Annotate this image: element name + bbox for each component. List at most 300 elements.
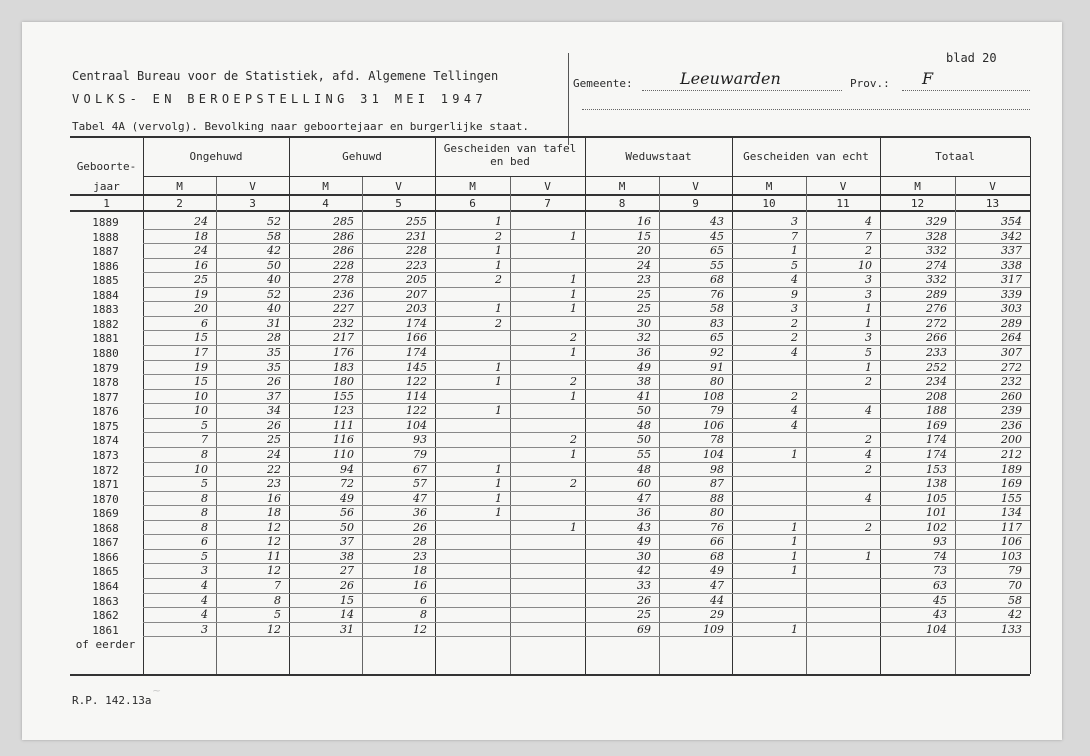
table-cell: 83 (710, 316, 724, 330)
table-cell: 50 (340, 520, 354, 534)
table-cell: 1 (495, 215, 502, 228)
row-year: 1873 (92, 448, 119, 462)
table-cell: 24 (194, 215, 208, 228)
table-cell: 79 (413, 447, 427, 461)
table-cell: 217 (333, 331, 354, 345)
table-cell: 52 (267, 287, 281, 301)
table-cell: 66 (710, 535, 724, 549)
table-cell: 65 (710, 244, 724, 258)
column-number: 10 (762, 197, 776, 210)
table-cell: 123 (333, 404, 354, 418)
table-cell: 43 (933, 608, 947, 622)
table-cell: 38 (637, 375, 651, 389)
table-cell: 16 (194, 258, 208, 272)
census-title: VOLKS- EN BEROEPSTELLING 31 MEI 1947 (72, 92, 487, 106)
table-cell: 228 (406, 244, 427, 258)
table-cell: 4 (791, 404, 798, 418)
table-cell: 28 (413, 535, 427, 549)
table-cell: 278 (333, 273, 354, 287)
year-header-line-2: jaar (93, 180, 120, 193)
row-year: 1864 (92, 580, 119, 593)
table-cell: 8 (201, 506, 208, 520)
subheader-rule (143, 176, 1030, 177)
column-number: 5 (395, 197, 402, 210)
table-cell: 35 (267, 360, 281, 374)
gemeente-underline (642, 90, 842, 91)
table-cell: 1 (570, 273, 577, 287)
table-cell: 285 (333, 215, 354, 228)
table-cell: 49 (637, 535, 651, 549)
sub-header-m: M (322, 180, 329, 193)
table-cell: 2 (570, 477, 577, 491)
table-cell: 2 (865, 244, 872, 258)
table-cell: 3 (865, 273, 872, 287)
table-cell: 5 (865, 346, 872, 360)
row-year: 1866 (92, 550, 119, 564)
table-cell: 37 (267, 389, 281, 403)
colnum-top-rule (70, 194, 1030, 196)
table-cell: 38 (340, 549, 354, 563)
header-divider (568, 53, 569, 145)
sub-header-v: V (989, 180, 996, 193)
bleed-through-mark: ~ (152, 684, 162, 697)
table-cell: 1 (570, 520, 577, 534)
table-cell: 41 (637, 389, 651, 403)
table-cell: 2 (495, 229, 502, 243)
table-cell: 55 (637, 447, 651, 461)
table-cell: 155 (333, 389, 354, 403)
table-cell: 48 (637, 418, 651, 432)
row-year: 1879 (92, 361, 119, 375)
table-cell: 12 (267, 535, 281, 549)
table-cell: 14 (340, 608, 354, 622)
table-cell: 25 (194, 273, 208, 287)
table-cell: 92 (710, 346, 724, 360)
table-cell: 26 (267, 375, 281, 389)
table-cell: 47 (413, 491, 427, 505)
table-cell: 50 (637, 433, 651, 447)
table-cell: 1 (495, 462, 502, 476)
table-cell: 18 (413, 564, 427, 578)
table-cell: 134 (1001, 506, 1022, 520)
table-cell: 1 (495, 477, 502, 491)
table-cell: 55 (710, 258, 724, 272)
page-number: blad 20 (946, 51, 997, 65)
table-cell: 276 (926, 302, 947, 316)
column-number: 8 (618, 197, 626, 210)
table-cell: 183 (333, 360, 354, 374)
header-dotted-line (582, 109, 1030, 110)
table-cell: 18 (194, 229, 208, 243)
row-year: 1863 (92, 594, 119, 608)
table-cell: 109 (703, 622, 724, 636)
table-cell: 2 (791, 389, 798, 403)
table-cell: 106 (703, 418, 724, 432)
table-cell: 8 (420, 608, 427, 622)
last-row-label: of eerder (75, 638, 136, 652)
table-cell: 42 (637, 564, 651, 578)
table-cell: 15 (194, 331, 208, 345)
table-cell: 228 (333, 258, 354, 272)
table-cell: 19 (194, 287, 208, 301)
row-year: 1883 (92, 303, 119, 317)
table-cell: 332 (926, 273, 947, 287)
table-cell: 8 (274, 593, 281, 607)
table-cell: 58 (267, 229, 281, 243)
table-cell: 65 (710, 331, 724, 345)
table-cell: 45 (710, 229, 724, 243)
table-cell: 88 (710, 491, 724, 505)
table-cell: 68 (710, 273, 724, 287)
table-cell: 94 (340, 462, 354, 476)
table-cell: 103 (1001, 549, 1022, 563)
table-cell: 1 (495, 506, 502, 520)
table-cell: 6 (201, 316, 208, 330)
table-cell: 2 (570, 433, 577, 447)
table-cell: 3 (201, 622, 208, 636)
table-cell: 24 (637, 258, 651, 272)
table-cell: 78 (710, 433, 724, 447)
row-year: 1875 (92, 419, 119, 433)
sub-header-v: V (839, 180, 847, 193)
row-year: 1867 (92, 536, 119, 550)
table-cell: 24 (194, 244, 208, 258)
table-cell: 208 (926, 389, 947, 403)
table-cell: 7 (201, 433, 208, 447)
table-cell: 58 (710, 302, 724, 316)
table-cell: 272 (926, 316, 947, 330)
table-cell: 3 (865, 287, 872, 301)
sub-header-v: V (395, 180, 402, 193)
table-cell: 303 (1001, 302, 1022, 316)
table-cell: 133 (1001, 622, 1022, 636)
table-cell: 1 (495, 302, 502, 316)
table-cell: 1 (791, 622, 798, 636)
table-cell: 227 (333, 302, 354, 316)
table-cell: 2 (570, 331, 577, 345)
column-divider (362, 177, 363, 674)
group-header-4: Weduwstaat (625, 150, 692, 163)
table-cell: 5 (201, 549, 208, 563)
table-cell: 4 (865, 447, 872, 461)
row-year: 1868 (92, 521, 119, 535)
table-cell: 289 (926, 287, 947, 301)
table-cell: 69 (637, 622, 651, 636)
table-cell: 1 (570, 389, 577, 403)
table-cell: 16 (637, 215, 651, 228)
province-underline (902, 90, 1030, 91)
table-cell: 1 (570, 302, 577, 316)
row-year: 1889 (92, 216, 119, 229)
table-cell: 1 (865, 302, 872, 316)
gemeente-label: Gemeente: (573, 77, 633, 90)
table-cell: 9 (791, 287, 798, 301)
column-divider (806, 177, 807, 674)
table-cell: 20 (637, 244, 651, 258)
table-cell: 87 (710, 477, 724, 491)
table-cell: 43 (710, 215, 724, 228)
table-cell: 354 (1001, 215, 1022, 228)
table-cell: 1 (495, 360, 502, 374)
table-cell: 30 (637, 316, 651, 330)
table-cell: 1 (791, 564, 798, 578)
table-cell: 6 (420, 593, 427, 607)
column-number: 6 (469, 197, 476, 210)
table-cell: 4 (865, 404, 872, 418)
table-cell: 26 (340, 579, 354, 592)
table-cell: 1 (791, 520, 798, 534)
table-cell: 7 (791, 229, 798, 243)
table-cell: 328 (926, 229, 947, 243)
table-cell: 7 (274, 579, 281, 592)
sub-header-v: V (544, 180, 551, 193)
table-cell: 174 (926, 447, 947, 461)
table-cell: 79 (710, 404, 724, 418)
column-divider (955, 177, 956, 674)
sub-header-m: M (176, 180, 183, 193)
table-cell: 15 (340, 593, 354, 607)
column-number: 4 (322, 197, 329, 210)
table-cell: 116 (333, 433, 354, 447)
table-cell: 60 (637, 477, 651, 491)
table-cell: 329 (926, 215, 947, 228)
table-cell: 8 (201, 447, 208, 461)
group-header-5: Gescheiden van echt (743, 150, 869, 163)
table-cell: 102 (926, 520, 947, 534)
table-cell: 30 (637, 549, 651, 563)
table-cell: 10 (858, 258, 872, 272)
table-cell: 212 (1001, 447, 1022, 461)
form-code: R.P. 142.13a (72, 694, 152, 707)
table-cell: 1 (791, 244, 798, 258)
table-cell: 3 (791, 302, 798, 316)
table-cell: 236 (1001, 418, 1022, 432)
table-cell: 80 (710, 506, 724, 520)
table-cell: 174 (406, 346, 427, 360)
table-cell: 12 (267, 564, 281, 578)
gemeente-value: Leeuwarden (680, 69, 781, 88)
table-cell: 1 (495, 491, 502, 505)
table-cell: 1 (570, 229, 577, 243)
table-cell: 16 (267, 491, 281, 505)
table-cell: 203 (406, 302, 427, 316)
table-cell: 26 (637, 593, 651, 607)
column-number: 12 (910, 197, 925, 210)
table-cell: 104 (406, 418, 427, 432)
table-cell: 1 (495, 375, 502, 389)
row-underline (143, 636, 1030, 637)
table-cell: 4 (201, 608, 208, 622)
table-cell: 122 (406, 375, 427, 389)
table-cell: 108 (703, 389, 724, 403)
table-cell: 10 (194, 462, 208, 476)
table-cell: 49 (710, 564, 724, 578)
table-cell: 114 (406, 389, 427, 403)
table-cell: 3 (201, 564, 208, 578)
table-cell: 91 (710, 360, 724, 374)
table-cell: 1 (570, 447, 577, 461)
table-cell: 189 (1001, 462, 1022, 476)
table-cell: 58 (1008, 593, 1022, 607)
row-year: 1881 (92, 332, 119, 346)
table-cell: 180 (333, 375, 354, 389)
row-year: 1880 (92, 347, 119, 361)
row-year: 1877 (92, 390, 119, 404)
sub-header-m: M (914, 180, 921, 193)
table-cell: 286 (333, 244, 354, 258)
row-year: 1882 (92, 317, 119, 331)
column-number: 1 (103, 197, 110, 210)
table-cell: 176 (333, 346, 354, 360)
table-cell: 4 (201, 593, 208, 607)
table-cell: 264 (1001, 331, 1022, 345)
table-cell: 342 (1001, 229, 1022, 243)
table-cell: 70 (1008, 579, 1022, 592)
table-cell: 104 (926, 622, 947, 636)
table-cell: 111 (333, 418, 354, 432)
table-cell: 42 (1008, 608, 1022, 622)
sub-header-v: V (249, 180, 256, 193)
table-cell: 255 (406, 215, 427, 228)
column-number: 3 (249, 197, 256, 210)
table-cell: 16 (413, 579, 427, 592)
table-cell: 35 (267, 346, 281, 360)
table-cell: 317 (1001, 273, 1022, 287)
colnum-bottom-rule (70, 210, 1030, 212)
table-cell: 50 (637, 404, 651, 418)
table-cell: 52 (267, 215, 281, 228)
table-cell: 236 (333, 287, 354, 301)
group-header-2: Gehuwd (342, 150, 382, 163)
table-cell: 166 (406, 331, 427, 345)
table-cell: 6 (201, 535, 208, 549)
group-header-1: Ongehuwd (189, 150, 243, 163)
table-cell: 1 (791, 549, 798, 563)
column-divider (1030, 137, 1031, 674)
table-cell: 207 (406, 287, 427, 301)
table-cell: 2 (865, 375, 872, 389)
table-cell: 26 (267, 418, 281, 432)
table-cell: 2 (865, 520, 872, 534)
table-cell: 25 (637, 287, 651, 301)
table-cell: 50 (267, 258, 281, 272)
row-year: 1888 (92, 230, 119, 244)
table-cell: 80 (710, 375, 724, 389)
table-cell: 274 (926, 258, 947, 272)
table-cell: 24 (267, 447, 281, 461)
table-cell: 232 (333, 316, 354, 330)
table-cell: 122 (406, 404, 427, 418)
table-cell: 1 (865, 549, 872, 563)
table-cell: 1 (865, 316, 872, 330)
table-cell: 72 (340, 477, 354, 491)
province-label: Prov.: (850, 77, 890, 90)
row-year: 1865 (92, 565, 119, 579)
table-cell: 252 (926, 360, 947, 374)
table-cell: 37 (340, 535, 354, 549)
table-cell: 2 (495, 316, 502, 330)
table-cell: 266 (926, 331, 947, 345)
table-cell: 44 (710, 593, 724, 607)
table-cell: 31 (340, 622, 354, 636)
table-cell: 145 (406, 360, 427, 374)
table-cell: 106 (1001, 535, 1022, 549)
table-cell: 338 (1001, 258, 1022, 272)
column-number: 13 (985, 197, 1000, 210)
table-cell: 63 (933, 579, 947, 592)
sub-header-m: M (765, 180, 773, 193)
table-cell: 153 (926, 462, 947, 476)
table-cell: 1 (495, 404, 502, 418)
table-cell: 76 (710, 287, 724, 301)
table-cell: 32 (637, 331, 651, 345)
table-cell: 31 (267, 316, 281, 330)
row-year: 1872 (92, 463, 119, 477)
table-cell: 25 (637, 302, 651, 316)
table-cell: 47 (637, 491, 651, 505)
table-cell: 337 (1001, 244, 1022, 258)
table-cell: 36 (637, 506, 651, 520)
year-header-line-1: Geboorte- (76, 160, 137, 173)
table-cell: 15 (194, 375, 208, 389)
table-cell: 73 (933, 564, 947, 578)
table-cell: 57 (413, 477, 427, 491)
table-cell: 11 (267, 549, 281, 563)
column-number: 9 (692, 197, 699, 210)
table-cell: 23 (637, 273, 651, 287)
row-year: 1862 (92, 609, 119, 623)
table-cell: 339 (1001, 287, 1022, 301)
table-cell: 10 (194, 404, 208, 418)
table-cell: 2 (791, 316, 798, 330)
table-cell: 1 (791, 447, 798, 461)
table-cell: 104 (703, 447, 724, 461)
column-divider (659, 177, 660, 674)
table-cell: 205 (406, 273, 427, 287)
table-cell: 93 (933, 535, 947, 549)
table-cell: 2 (495, 273, 502, 287)
table-cell: 234 (926, 375, 947, 389)
table-cell: 25 (637, 608, 651, 622)
table-cell: 3 (865, 331, 872, 345)
table-cell: 4 (791, 418, 798, 432)
table-cell: 49 (637, 360, 651, 374)
table-cell: 117 (1001, 520, 1022, 534)
table-bottom-rule (70, 674, 1030, 676)
table-cell: 233 (926, 346, 947, 360)
table-cell: 79 (1008, 564, 1022, 578)
column-number: 7 (544, 197, 551, 210)
table-cell: 20 (194, 302, 208, 316)
table-cell: 307 (1001, 346, 1022, 360)
table-cell: 3 (791, 215, 798, 228)
table-cell: 272 (1001, 360, 1022, 374)
group-header-6: Totaal (935, 150, 975, 163)
sub-header-m: M (618, 180, 626, 193)
table-cell: 188 (926, 404, 947, 418)
table-cell: 28 (267, 331, 281, 345)
table-cell: 27 (340, 564, 354, 578)
table-cell: 98 (710, 462, 724, 476)
table-cell: 260 (1001, 389, 1022, 403)
table-cell: 2 (865, 433, 872, 447)
table-cell: 332 (926, 244, 947, 258)
document-sheet (22, 22, 1062, 740)
column-number: 11 (836, 197, 850, 210)
table-cell: 49 (340, 491, 354, 505)
table-cell: 68 (710, 549, 724, 563)
table-cell: 18 (267, 506, 281, 520)
